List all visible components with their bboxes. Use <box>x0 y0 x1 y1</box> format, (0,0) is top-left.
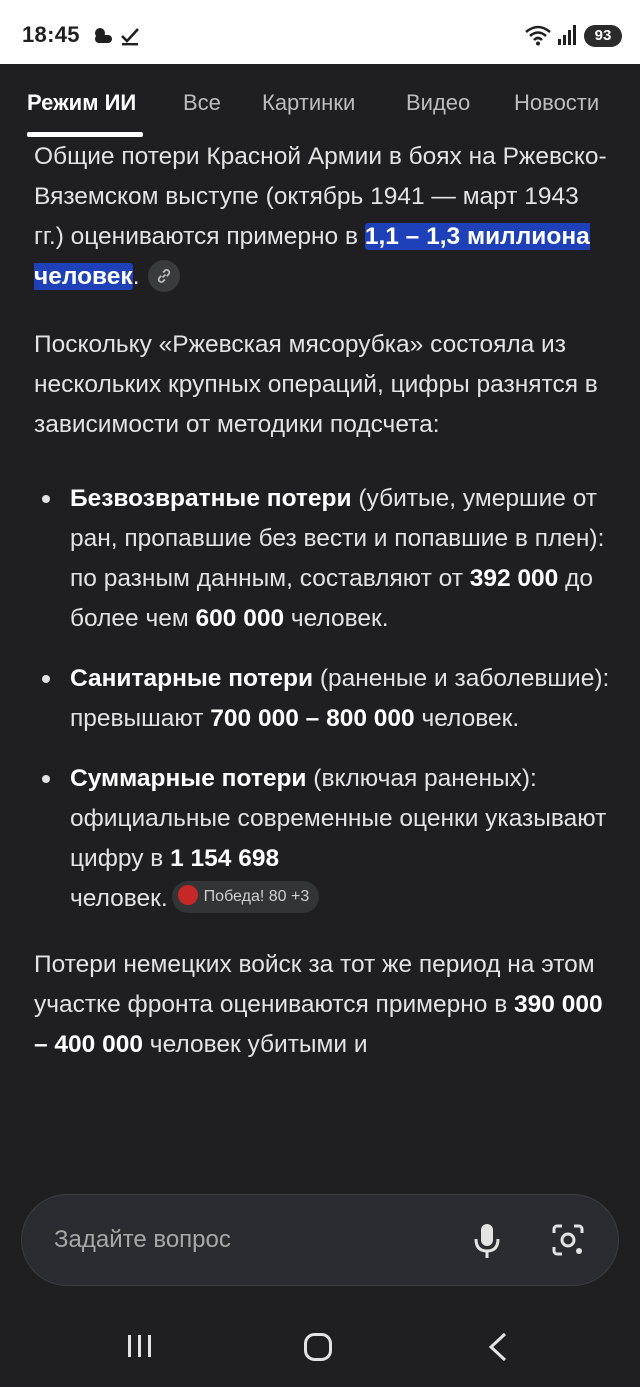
list-item-text: (включая раненых): официальные современные оценки указывают цифру в <box>70 765 607 872</box>
tab-all[interactable]: Все <box>183 90 221 115</box>
list-item-title: Суммарные потери <box>70 765 307 792</box>
list-item <box>34 479 614 639</box>
lens-icon[interactable] <box>550 1222 586 1263</box>
source-chip[interactable] <box>172 881 320 913</box>
paragraph-text: Общие потери Красной Армии в боях на Ржевско-Вяземском выступе (октябрь 1941 — март 1943 гг.) оцениваются примерно в <box>34 143 607 250</box>
mic-icon[interactable] <box>472 1222 502 1265</box>
status-bar <box>0 0 640 64</box>
list-item-text: человек. <box>284 605 389 632</box>
list-item-title: Санитарные потери <box>70 665 314 692</box>
answer-paragraph-2: Поскольку «Ржевская мясорубка» состояла из нескольких крупных операций, цифры разнятся в зависимости от методики подсчета: <box>34 331 598 438</box>
source-chip-label: Победа! 80 +3 <box>203 887 310 905</box>
list-item-number: 392 000 <box>469 565 559 592</box>
weather-icon <box>92 27 114 50</box>
list-item-number: 700 000 – 800 000 <box>210 705 415 732</box>
list-item-title: Безвозвратные потери <box>70 485 352 512</box>
link-icon[interactable] <box>148 260 180 292</box>
ask-input-bar[interactable] <box>21 1194 619 1286</box>
home-icon[interactable] <box>303 1332 333 1367</box>
paragraph-text: Потери немецких войск за тот же период на этом участке фронта оцениваются примерно в <box>34 951 595 1018</box>
source-logo-icon <box>178 885 198 905</box>
list-item-text: человек. <box>414 705 520 732</box>
status-time: 18:45 <box>22 22 80 47</box>
list-item-number: 600 000 <box>195 605 285 632</box>
recents-icon[interactable] <box>126 1332 154 1365</box>
paragraph-text: человек убитыми и <box>143 1031 368 1058</box>
list-item-text: (убитые, умершие от ран, пропавшие без вести и попавшие в плен): по разным данным, составляют от <box>70 485 605 592</box>
back-icon[interactable] <box>486 1332 510 1367</box>
tab-news[interactable]: Новости <box>514 90 600 115</box>
answer-paragraph-1 <box>34 137 614 297</box>
ask-input-placeholder[interactable]: Задайте вопрос <box>54 1226 231 1253</box>
list-item-number: 1 154 698 <box>170 845 280 872</box>
losses-list <box>34 479 614 919</box>
system-nav-bar <box>0 1300 640 1387</box>
paragraph-number: 390 000 – 400 000 <box>34 991 603 1058</box>
signal-icon <box>557 24 577 51</box>
list-item-text: человек. <box>70 885 168 912</box>
list-item-text: до более чем <box>70 565 594 632</box>
list-item-text: (раненые и заболевшие): превышают <box>70 665 610 732</box>
tab-ai-mode[interactable]: Режим ИИ <box>27 90 137 115</box>
check-icon <box>120 26 140 51</box>
tab-videos[interactable]: Видео <box>406 90 471 115</box>
highlighted-figure[interactable]: 1,1 – 1,3 миллиона человек <box>34 223 590 290</box>
answer-paragraph-3 <box>34 945 614 1065</box>
wifi-icon <box>524 24 552 51</box>
list-item <box>34 659 614 739</box>
search-tabs <box>0 64 640 140</box>
tab-images[interactable]: Картинки <box>262 90 356 115</box>
battery-indicator: 93 <box>584 25 622 47</box>
list-item <box>34 759 614 919</box>
ai-answer <box>34 137 614 1065</box>
paragraph-end: . <box>132 263 140 290</box>
